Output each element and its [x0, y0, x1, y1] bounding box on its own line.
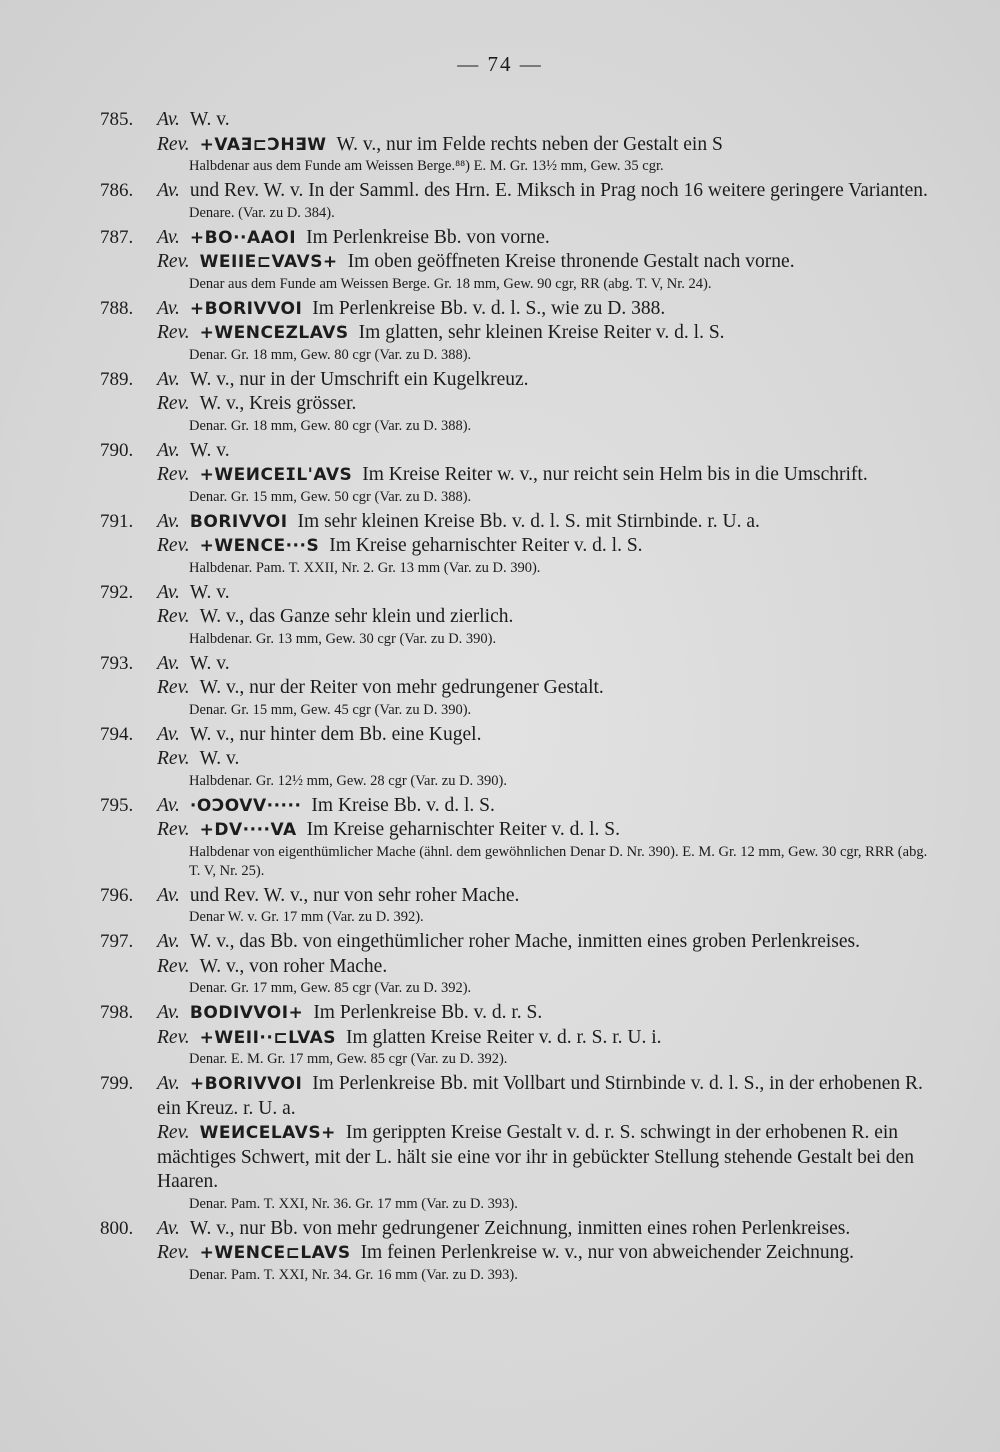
- entry-number: 793.: [100, 652, 134, 674]
- entry-line: [157, 534, 940, 559]
- entry-line: [157, 1241, 940, 1266]
- entry-note: Denare. (Var. zu D. 384).: [189, 204, 335, 221]
- side-label: Rev.: [157, 1122, 190, 1143]
- description-text: W. v., Kreis grösser.: [199, 393, 357, 414]
- coin-legend: +VAƎ⊏ƆHƎW: [199, 134, 327, 155]
- side-label: Rev.: [157, 535, 190, 556]
- catalog-entry: [100, 226, 940, 294]
- entry-note: Denar. Pam. T. XXI, Nr. 36. Gr. 17 mm (Var. zu D. 393).: [189, 1195, 518, 1212]
- entry-line: [157, 250, 940, 275]
- side-label: Av.: [157, 1217, 180, 1239]
- entry-line: [157, 747, 940, 772]
- entry-line: [157, 368, 940, 393]
- entry-line: [157, 1121, 940, 1195]
- entry-line: [157, 108, 940, 133]
- description-text: Im oben geöffneten Kreise thronende Gestalt nach vorne.: [347, 251, 795, 272]
- entry-line: [157, 605, 940, 630]
- entry-line: [157, 652, 940, 677]
- side-label: Av.: [157, 368, 180, 390]
- entry-note: Denar. Gr. 15 mm, Gew. 45 cgr (Var. zu D. 390).: [189, 701, 472, 718]
- side-label: Rev.: [157, 133, 190, 155]
- entry-number: 800.: [100, 1217, 134, 1239]
- entry-line: [157, 955, 940, 980]
- side-label: Rev.: [157, 819, 190, 840]
- entry-number: 795.: [100, 794, 134, 816]
- side-label: Rev.: [157, 1026, 190, 1048]
- description-text: W. v., von roher Mache.: [199, 955, 388, 977]
- side-label: Av.: [157, 109, 180, 130]
- description-text: W. v., nur der Reiter von mehr gedrungener Gestalt.: [199, 677, 604, 698]
- entry-line: [157, 179, 940, 204]
- side-label: Av.: [157, 439, 180, 461]
- description-text: W. v.: [189, 109, 230, 130]
- coin-legend: +WENCE···S: [199, 536, 320, 556]
- entry-note: Halbdenar. Gr. 13 mm, Gew. 30 cgr (Var. zu D. 390).: [189, 630, 497, 647]
- description-text: und Rev. W. v. In der Samml. des Hrn. E. Miksch in Prag noch 16 weitere geringere Varianten.: [189, 180, 928, 201]
- side-label: Rev.: [157, 251, 190, 272]
- entry-line: [157, 676, 940, 701]
- catalog-entry: [100, 794, 940, 881]
- side-label: Av.: [157, 1073, 180, 1094]
- description-text: Im glatten, sehr kleinen Kreise Reiter v. d. l. S.: [358, 322, 725, 343]
- side-label: Av.: [157, 226, 180, 248]
- entry-number: 789.: [100, 368, 134, 390]
- entry-note: Denar. Gr. 15 mm, Gew. 50 cgr (Var. zu D. 388).: [189, 488, 472, 505]
- entry-line: [157, 133, 940, 158]
- entry-note: Denar. Pam. T. XXI, Nr. 34. Gr. 16 mm (Var. zu D. 393).: [189, 1266, 518, 1283]
- description-text: W. v.: [199, 748, 240, 769]
- entry-line: [157, 581, 940, 606]
- description-text: und Rev. W. v., nur von sehr roher Mache.: [189, 884, 520, 906]
- coin-legend: +WENCE⊏LAVS: [199, 1243, 351, 1263]
- catalog-entry: [100, 652, 940, 720]
- coin-legend: BODIVVOI+: [189, 1003, 304, 1023]
- side-label: Av.: [157, 931, 180, 952]
- description-text: Im Kreise geharnischter Reiter v. d. l. S.: [329, 535, 643, 556]
- entry-line: [157, 1217, 940, 1242]
- entry-note: Denar. Gr. 17 mm, Gew. 85 cgr (Var. zu D. 392).: [189, 980, 472, 996]
- description-text: Im Kreise Bb. v. d. l. S.: [311, 794, 495, 816]
- catalog-entry: [100, 368, 940, 436]
- side-label: Rev.: [157, 748, 190, 769]
- side-label: Av.: [157, 652, 180, 674]
- side-label: Av.: [157, 297, 180, 319]
- side-label: Rev.: [157, 393, 190, 414]
- entry-number: 787.: [100, 226, 134, 248]
- entry-note: Halbdenar aus dem Funde am Weissen Berge.⁸⁸) E. M. Gr. 13½ mm, Gew. 35 cgr.: [189, 158, 664, 174]
- side-label: Rev.: [157, 677, 190, 698]
- catalog-entry: [100, 1072, 940, 1214]
- description-text: W. v., das Bb. von eingethümlicher roher Mache, inmitten eines groben Perlenkreises.: [189, 931, 860, 952]
- coin-legend: +BO··AAOI: [189, 227, 297, 248]
- side-label: Rev.: [157, 1242, 190, 1263]
- entry-line: [157, 818, 940, 843]
- entry-note: Halbdenar von eigenthümlicher Mache (ähnl. dem gewöhnlichen Denar D. Nr. 390). E. M. Gr. 12 mm, Gew. 30 cgr, RRR (abg. T. V, Nr. 25).: [189, 843, 928, 879]
- entry-number: 798.: [100, 1002, 134, 1023]
- catalog-entry: [100, 510, 940, 578]
- description-text: Im gerippten Kreise Gestalt v. d. r. S. schwingt in der erhobenen R. ein mächtiges Schwert, mit der L. hält sie eine vor ihr in gebückter Stellung stehende Gestalt bei den Haaren.: [157, 1122, 915, 1192]
- entry-line: [157, 1026, 940, 1051]
- side-label: Av.: [157, 180, 180, 201]
- description-text: Im Perlenkreise Bb. v. d. r. S.: [313, 1002, 543, 1023]
- catalog-entry: [100, 439, 940, 507]
- entry-number: 791.: [100, 510, 134, 532]
- coin-legend: BORIVVOI: [189, 511, 288, 532]
- catalog-entries: [100, 108, 940, 1288]
- coin-legend: WEИCELAVS+: [199, 1123, 336, 1143]
- side-label: Av.: [157, 794, 180, 816]
- side-label: Rev.: [157, 955, 190, 977]
- description-text: W. v.: [189, 439, 230, 461]
- entry-number: 786.: [100, 180, 134, 201]
- catalog-entry: [100, 297, 940, 365]
- page-number: — 74 —: [457, 52, 543, 76]
- coin-legend: +BORIVVOI: [189, 298, 303, 319]
- description-text: W. v., nur Bb. von mehr gedrungener Zeichnung, inmitten eines rohen Perlenkreises.: [189, 1217, 851, 1239]
- coin-legend: ·OƆOVV·····: [189, 795, 302, 816]
- coin-legend: +WEИCEⵊL'AVS: [199, 465, 353, 485]
- entry-line: [157, 884, 940, 909]
- coin-legend: +WEII··⊏LVAS: [199, 1027, 336, 1048]
- entry-number: 796.: [100, 884, 134, 906]
- catalog-entry: [100, 108, 940, 176]
- entry-number: 788.: [100, 297, 134, 319]
- coin-legend: +WENCEZLAVS: [199, 323, 349, 343]
- description-text: Im Perlenkreise Bb. von vorne.: [306, 226, 550, 248]
- description-text: W. v., das Ganze sehr klein und zierlich.: [199, 606, 514, 627]
- description-text: Im Kreise Reiter w. v., nur reicht sein Helm bis in die Umschrift.: [362, 464, 868, 485]
- description-text: W. v., nur im Felde rechts neben der Gestalt ein S: [336, 133, 723, 155]
- entry-line: [157, 463, 940, 488]
- entry-line: [157, 510, 940, 535]
- entry-note: Denar. Gr. 18 mm, Gew. 80 cgr (Var. zu D. 388).: [189, 417, 472, 434]
- side-label: Av.: [157, 1002, 180, 1023]
- side-label: Rev.: [157, 606, 190, 627]
- entry-note: Denar aus dem Funde am Weissen Berge. Gr. 18 mm, Gew. 90 cgr, RR (abg. T. V, Nr. 24).: [189, 275, 712, 292]
- entry-line: [157, 297, 940, 322]
- entry-number: 785.: [100, 109, 134, 130]
- description-text: Im Perlenkreise Bb. v. d. l. S., wie zu D. 388.: [312, 297, 666, 319]
- side-label: Av.: [157, 510, 180, 532]
- description-text: W. v.: [189, 581, 230, 603]
- entry-line: [157, 1072, 940, 1121]
- entry-line: [157, 723, 940, 748]
- side-label: Av.: [157, 723, 180, 745]
- catalog-entry: [100, 1217, 940, 1285]
- entry-note: Denar. Gr. 18 mm, Gew. 80 cgr (Var. zu D. 388).: [189, 346, 472, 363]
- entry-number: 790.: [100, 439, 134, 461]
- entry-line: [157, 321, 940, 346]
- description-text: Im feinen Perlenkreise w. v., nur von abweichender Zeichnung.: [360, 1242, 855, 1263]
- coin-legend: +DV····VA: [199, 820, 297, 840]
- description-text: Im Perlenkreise Bb. mit Vollbart und Stirnbinde v. d. l. S., in der erhobenen R. ein Kreuz. r. U. a.: [157, 1073, 923, 1119]
- description-text: Im glatten Kreise Reiter v. d. r. S. r. U. i.: [345, 1026, 662, 1048]
- description-text: W. v., nur hinter dem Bb. eine Kugel.: [189, 723, 482, 745]
- entry-line: [157, 392, 940, 417]
- catalog-entry: [100, 930, 940, 998]
- description-text: W. v., nur in der Umschrift ein Kugelkreuz.: [189, 368, 529, 390]
- entry-note: Denar W. v. Gr. 17 mm (Var. zu D. 392).: [189, 909, 424, 925]
- side-label: Av.: [157, 884, 180, 906]
- catalog-entry: [100, 1001, 940, 1069]
- entry-number: 794.: [100, 723, 134, 745]
- side-label: Rev.: [157, 322, 190, 343]
- entry-line: [157, 439, 940, 464]
- side-label: Av.: [157, 581, 180, 603]
- description-text: Im sehr kleinen Kreise Bb. v. d. l. S. mit Stirnbinde. r. U. a.: [297, 510, 760, 532]
- entry-line: [157, 1001, 940, 1026]
- coin-legend: WEIIE⊏VAVS+: [199, 252, 338, 272]
- side-label: Rev.: [157, 464, 190, 485]
- entry-note: Halbdenar. Gr. 12½ mm, Gew. 28 cgr (Var. zu D. 390).: [189, 772, 507, 789]
- entry-note: Denar. E. M. Gr. 17 mm, Gew. 85 cgr (Var. zu D. 392).: [189, 1051, 508, 1067]
- entry-line: [157, 226, 940, 251]
- coin-legend: +BORIVVOI: [189, 1074, 303, 1094]
- entry-line: [157, 794, 940, 819]
- catalog-entry: [100, 581, 940, 649]
- entry-line: [157, 930, 940, 955]
- description-text: Im Kreise geharnischter Reiter v. d. l. S.: [306, 819, 621, 840]
- entry-number: 799.: [100, 1073, 134, 1094]
- catalog-entry: [100, 179, 940, 223]
- entry-note: Halbdenar. Pam. T. XXII, Nr. 2. Gr. 13 mm (Var. zu D. 390).: [189, 559, 541, 576]
- description-text: W. v.: [189, 652, 230, 674]
- catalog-entry: [100, 884, 940, 928]
- catalog-entry: [100, 723, 940, 791]
- entry-number: 797.: [100, 931, 134, 952]
- entry-number: 792.: [100, 581, 134, 603]
